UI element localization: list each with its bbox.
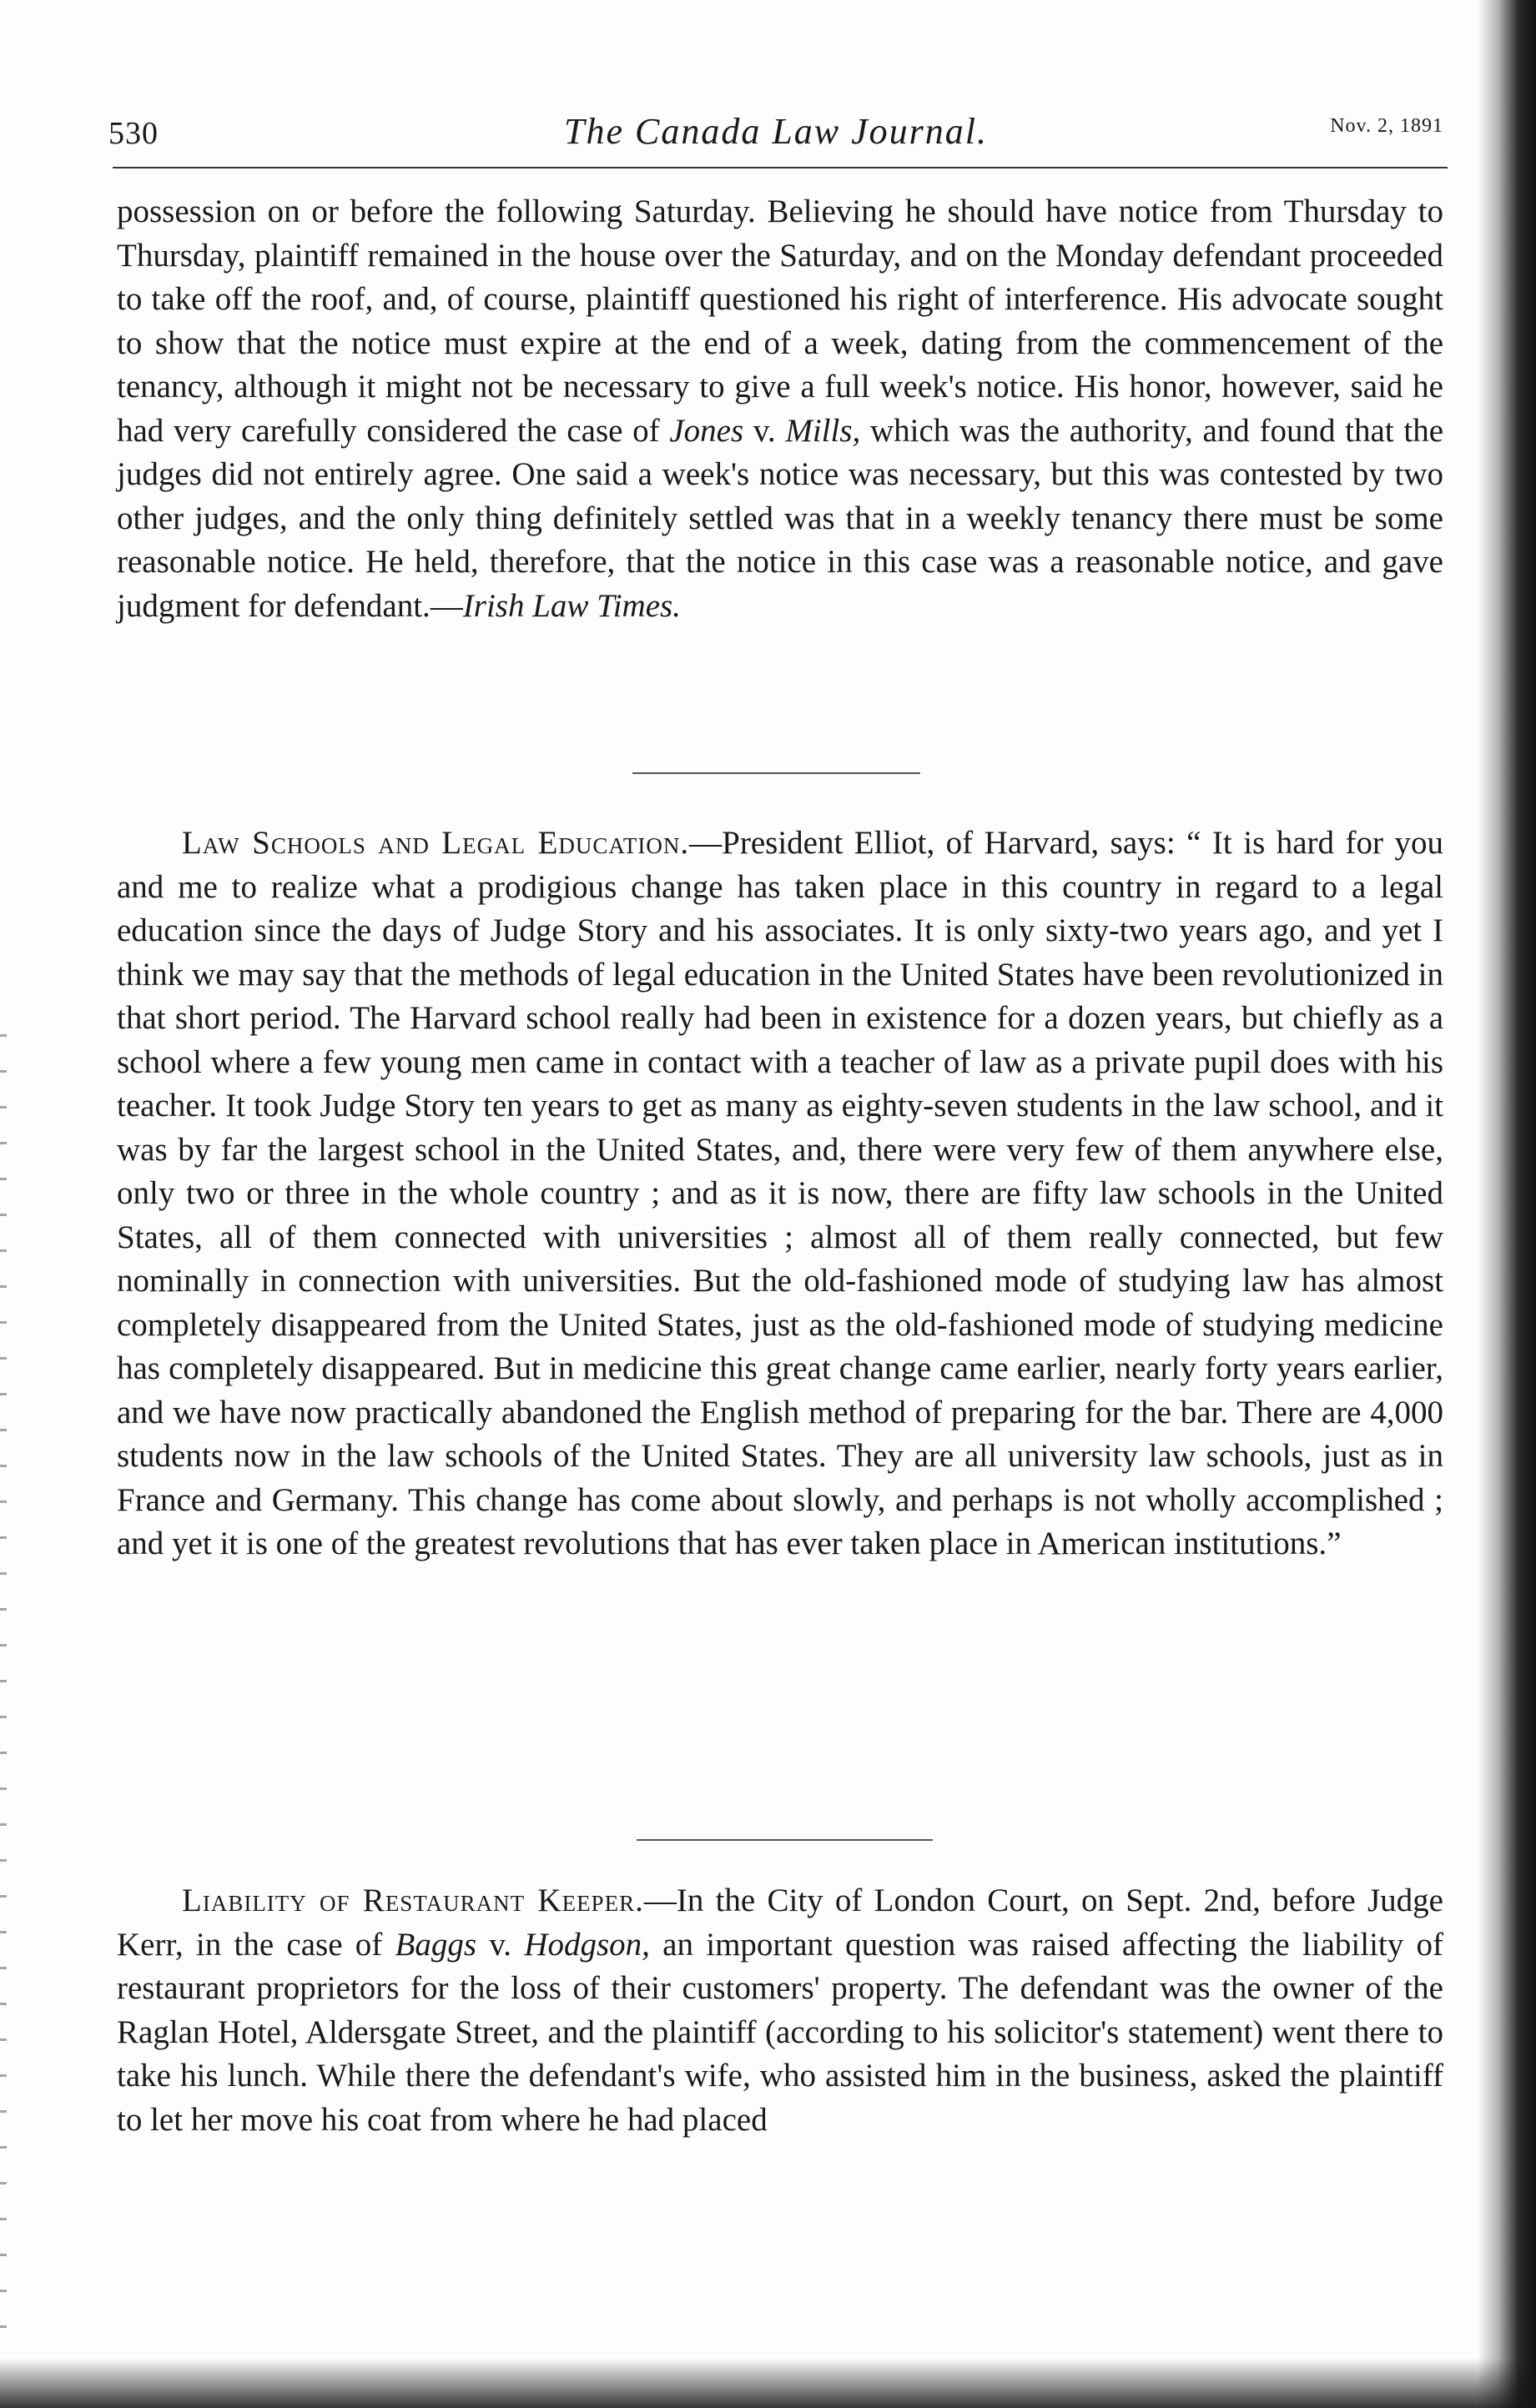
case-versus: v. [743,412,786,449]
source-citation: Irish Law Times. [462,587,681,624]
article-text: —In the City of London Court, on Sept. 2nd, before Judge Kerr, in the case of [117,1883,1443,1963]
case-party: Jones [669,412,744,449]
section-divider [637,1839,933,1841]
article-text: —President Elliot, of Harvard, says: “ It is hard for you and me to realize what a prodigious change has taken place in this country in regard to a legal education since the days of Judge Story and his associates. It is only sixty-two years ago, and yet I think we may say that the methods of legal education in the United States have been revolutionized in that short period. The Harvard school really had been in existence for a dozen years, but chiefly as a school where a few young men came in contact with a teacher of law as a private pupil does with his teacher. It took Judge Story ten years to get as many as eighty-seven students in the law school, and it was by far the largest school in the United States, and, there were very few of them anywhere else, only two or three in the whole country ; and as it is now, there are fifty law schools in the United States, all of them connected with universities ; almost all of them really connected, but few nominally in connection with universities. But the old-fashioned mode of studying law has almost completely disappeared from the United States, just as the old-fashioned mode of studying medicine has completely disappeared. But in medicine this great change came earlier, nearly forty years earlier, and we have now practically abandoned the English method of preparing for the bar. There are 4,000 students now in the law schools of the United States. They are all university law schools, just as in France and Germany. This change has come about slowly, and perhaps is not wholly accomplished ; and yet it is one of the greatest revolutions that has ever taken place in American institutions.” [117,825,1443,1561]
article-law-schools [117,822,1443,1566]
case-party: Hodgson, [524,1926,650,1963]
article-heading: Liability of Restaurant Keeper. [182,1883,644,1918]
running-header [108,107,1443,157]
header-rule [113,167,1448,168]
scan-edge-marks [0,1001,7,2335]
issue-date: Nov. 2, 1891 [1330,115,1443,137]
article-tenancy-notice [117,190,1443,628]
article-text: an important question was raised affecting the liability of restaurant proprietors for the loss of their customers' property. The defendant was the owner of the Raglan Hotel, Aldersgate Street, and the plaintiff (according to his solicitor's statement) went there to take his lunch. While there the defendant's wife, who assisted him in the business, asked the plaintiff to let her move his coat from where he had placed [117,1926,1443,2138]
article-text: possession on or before the following Saturday. Believing he should have notice from Thursday to Thursday, plaintiff remained in the house over the Saturday, and on the Monday defendant proceeded to take off the roof, and, of course, plaintiff questioned his right of interference. His advocate sought to show that the notice must expire at the end of a week, dating from the commencement of the tenancy, although it might not be necessary to give a full week's notice. His honor, however, said he had very carefully considered the case of [117,194,1443,449]
article-restaurant-liability [117,1879,1443,2142]
journal-title: The Canada Law Journal. [563,111,989,152]
case-party: Baggs [395,1926,477,1963]
article-heading: Law Schools and Legal Education. [182,825,690,861]
binding-shadow [1478,0,1536,2408]
page-number: 530 [108,116,159,151]
bottom-scan-shadow [0,2358,1536,2408]
article-text: which was the authority, and found that the judges did not entirely agree. One said a week's notice was necessary, but this was contested by two other judges, and the only thing definitely settled was that in a weekly tenancy there must be some reasonable notice. He held, therefore, that the notice in this case was a reasonable notice, and gave judgment for defendant.— [117,412,1444,624]
case-party: Mills, [785,412,861,449]
case-versus: v. [476,1926,525,1963]
section-divider [632,772,920,774]
